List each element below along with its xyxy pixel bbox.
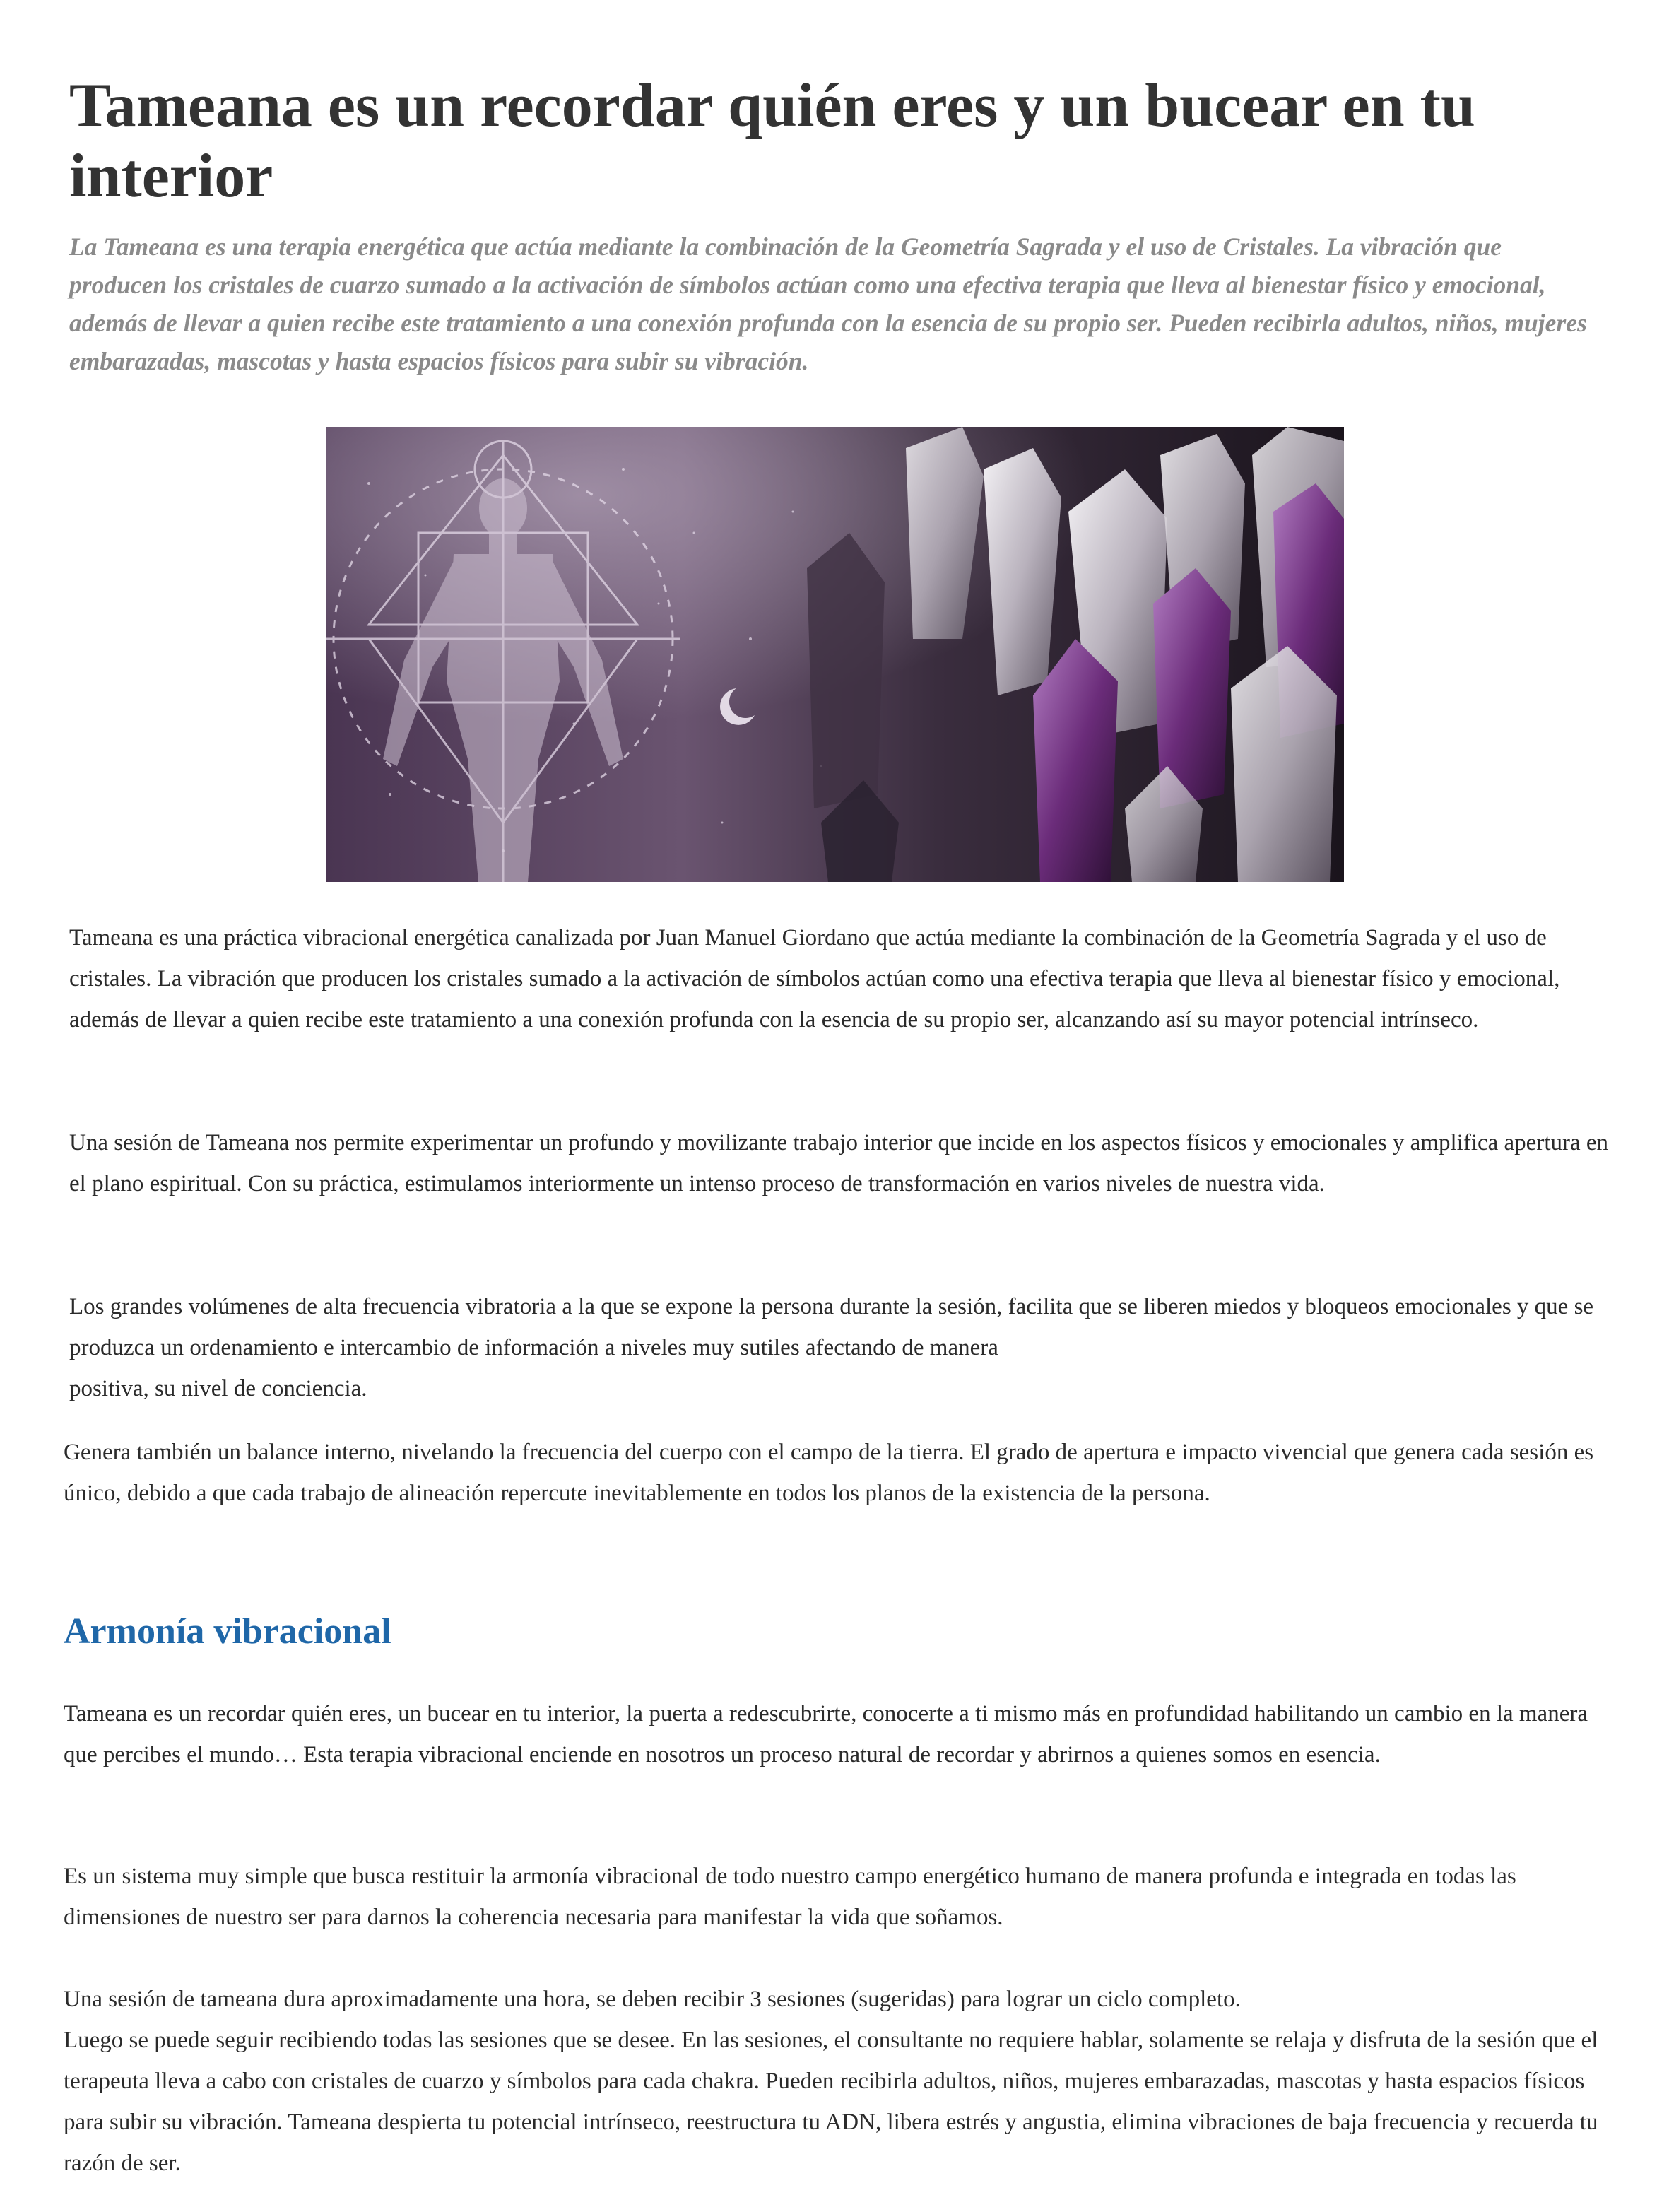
section-paragraph-3-line-2: Luego se puede seguir recibiendo todas las sesiones que se desee. En las sesiones, el consultante no requiere hablar, solamente se relaja y disfruta de la sesión que el terapeuta lleva a cabo con cristales de cuarzo y símbolos para cada chakra. Pueden recibirla adultos, niños, mujeres embarazadas, mascotas y hasta espacios físicos para subir su vibración. Tameana despierta tu potencial intrínseco, reestructura tu ADN, libera estrés y angustia, elimina vibraciones de baja frecuencia y recuerda tu razón de ser. (64, 2028, 1598, 2176)
section-paragraph-2: Es un sistema muy simple que busca restituir la armonía vibracional de todo nuestro campo energético humano de manera profunda e integrada en todas las dimensiones de nuestro ser para darnos la coherencia necesaria para manifestar la vida que soñamos. (64, 1864, 1516, 1930)
body-paragraph-1: Tameana es una práctica vibracional energética canalizada por Juan Manuel Giordano que actúa mediante la combinación de la Geometría Sagrada y el uso de cristales. La vibración que producen los cristales sumado a la activación de símbolos actúan como una efectiva terapia que lleva al bienestar físico y emocional, además de llevar a quien recibe este tratamiento a una conexión profunda con la esencia de su propio ser, alcanzando así su mayor potencial intrínseco. (69, 925, 1560, 1033)
hero-image (326, 427, 1344, 882)
body-paragraph-2: Una sesión de Tameana nos permite experimentar un profundo y movilizante trabajo interior que incide en los aspectos físicos y emocionales y amplifica apertura en el plano espiritual. Con su práctica, estimulamos interiormente un intenso proceso de transformación en varios niveles de nuestra vida. (69, 1130, 1609, 1196)
body-paragraph-4: Genera también un balance interno, nivelando la frecuencia del cuerpo con el campo de la tierra. El grado de apertura e impacto vivencial que genera cada sesión es único, debido a que cada trabajo de alineación repercute inevitablemente en todos los planos de la existencia de la persona. (64, 1440, 1594, 1506)
article-subtitle: La Tameana es una terapia energética que actúa mediante la combinación de la Geometría Sagrada y el uso de Cristales. La vibración que producen los cristales de cuarzo sumado a la activación de símbolos actúan como una efectiva terapia que lleva al bienestar físico y emocional, además de llevar a quien recibe este tratamiento a una conexión profunda con la esencia de su propio ser. Pueden recibirla adultos, niños, mujeres embarazadas, mascotas y hasta espacios físicos para subir su vibración. (69, 233, 1587, 375)
section-paragraph-1: Tameana es un recordar quién eres, un bucear en tu interior, la puerta a redescubrirte, conocerte a ti mismo más en profundidad habilitando un cambio en la manera que percibes el mundo… Esta terapia vibracional enciende en nosotros un proceso natural de recordar y abrirnos a quienes somos en esencia. (64, 1701, 1588, 1767)
section-heading: Armonía vibracional (64, 1611, 391, 1652)
body-paragraph-3 (69, 1286, 1610, 1409)
body-paragraph-3-text: Los grandes volúmenes de alta frecuencia vibratoria a la que se expone la persona durante la sesión, facilita que se liberen miedos y bloqueos emocionales y que se produzca un ordenamiento e intercambio de información a niveles muy sutiles afectando de manera (69, 1294, 1594, 1360)
section-paragraph-3-line-1: Una sesión de tameana dura aproximadamente una hora, se deben recibir 3 sesiones (sugeridas) para lograr un ciclo completo. (64, 1987, 1241, 2012)
body-paragraph-3-end: positiva, su nivel de conciencia. (69, 1376, 367, 1401)
page-title: Tameana es un recordar quién eres y un bucear en tu interior (69, 71, 1475, 211)
section-paragraph-3 (64, 1979, 1604, 2184)
